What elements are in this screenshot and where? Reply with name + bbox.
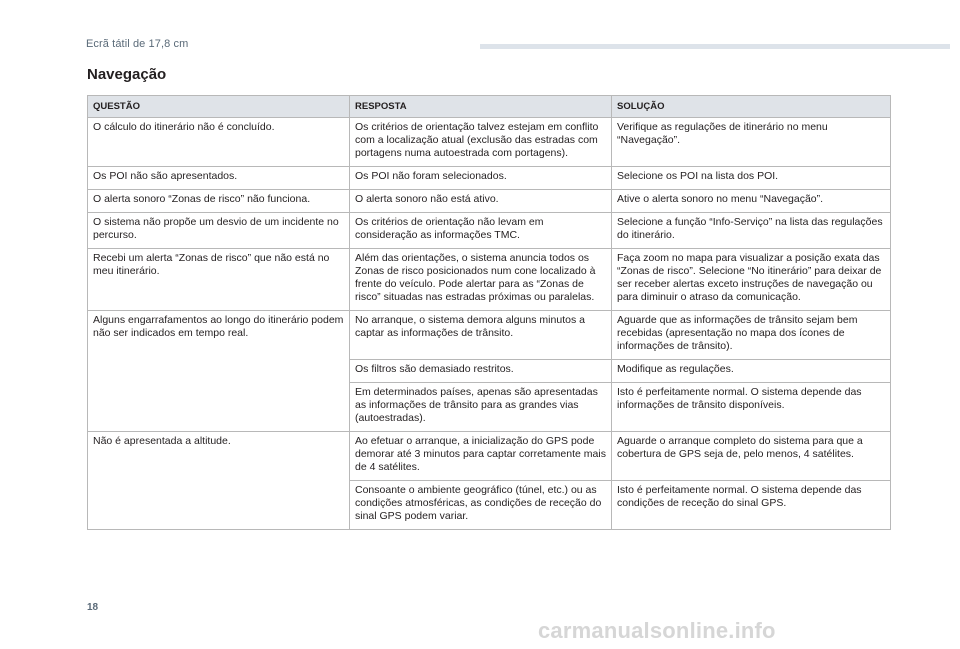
response-cell: O alerta sonoro não está ativo. xyxy=(350,190,612,213)
table-row xyxy=(88,167,891,190)
solution-cell: Verifique as regulações de itinerário no menu “Navegação”. xyxy=(612,118,891,167)
table-row xyxy=(88,249,891,311)
solution-cell: Isto é perfeitamente normal. O sistema depende das informações de trânsito disponíveis. xyxy=(612,383,891,432)
watermark-text: carmanualsonline.info xyxy=(538,618,776,643)
page-number: 18 xyxy=(87,602,99,613)
running-header: Ecrã tátil de 17,8 cm xyxy=(86,38,189,50)
question-cell: Alguns engarrafamentos ao longo do itinerário podem não ser indicados em tempo real. xyxy=(88,311,350,432)
question-cell: O cálculo do itinerário não é concluído. xyxy=(88,118,350,167)
question-cell: O sistema não propõe um desvio de um incidente no percurso. xyxy=(88,213,350,249)
solution-cell: Aguarde que as informações de trânsito sejam bem recebidas (apresentação no mapa dos ícones de informações de trânsito). xyxy=(612,311,891,360)
solution-cell: Selecione a função “Info-Serviço” na lista das regulações do itinerário. xyxy=(612,213,891,249)
solution-cell: Faça zoom no mapa para visualizar a posição exata das “Zonas de risco”. Selecione “No itinerário” para deixar de ser receber alertas exceto instruções de navegação ou para diminuir o atraso da comunicação. xyxy=(612,249,891,311)
table-row xyxy=(88,190,891,213)
solution-cell: Isto é perfeitamente normal. O sistema depende das condições de receção do sinal GPS. xyxy=(612,481,891,530)
response-cell: Ao efetuar o arranque, a inicialização do GPS pode demorar até 3 minutos para captar corretamente mais de 4 satélites. xyxy=(350,432,612,481)
table-row xyxy=(88,432,891,481)
table-row xyxy=(88,213,891,249)
header-rule xyxy=(480,44,950,49)
response-cell: Os filtros são demasiado restritos. xyxy=(350,360,612,383)
header-solution: SOLUÇÃO xyxy=(612,96,891,118)
response-cell: Além das orientações, o sistema anuncia todos os Zonas de risco posicionados num cone localizado à frente do veículo. Pode alertar para as “Zonas de risco” situadas nas estradas próximas ou paralelas. xyxy=(350,249,612,311)
response-cell: Os critérios de orientação talvez estejam em conflito com a localização atual (exclusão das estradas com portagens numa autoestrada com portagens). xyxy=(350,118,612,167)
table-header-row xyxy=(88,96,891,118)
solution-cell: Modifique as regulações. xyxy=(612,360,891,383)
response-cell: Consoante o ambiente geográfico (túnel, etc.) ou as condições atmosféricas, as condições de receção do sinal GPS podem variar. xyxy=(350,481,612,530)
response-cell: Em determinados países, apenas são apresentadas as informações de trânsito para as grandes vias (autoestradas). xyxy=(350,383,612,432)
troubleshooting-table xyxy=(87,95,891,530)
question-cell: Não é apresentada a altitude. xyxy=(88,432,350,530)
solution-cell: Selecione os POI na lista dos POI. xyxy=(612,167,891,190)
section-title: Navegação xyxy=(87,66,167,83)
table-row xyxy=(88,311,891,360)
response-cell: No arranque, o sistema demora alguns minutos a captar as informações de trânsito. xyxy=(350,311,612,360)
question-cell: Os POI não são apresentados. xyxy=(88,167,350,190)
table-row xyxy=(88,118,891,167)
question-cell: Recebi um alerta “Zonas de risco” que não está no meu itinerário. xyxy=(88,249,350,311)
solution-cell: Ative o alerta sonoro no menu “Navegação”. xyxy=(612,190,891,213)
question-cell: O alerta sonoro “Zonas de risco” não funciona. xyxy=(88,190,350,213)
header-response: RESPOSTA xyxy=(350,96,612,118)
header-question: QUESTÃO xyxy=(88,96,350,118)
response-cell: Os POI não foram selecionados. xyxy=(350,167,612,190)
response-cell: Os critérios de orientação não levam em consideração as informações TMC. xyxy=(350,213,612,249)
solution-cell: Aguarde o arranque completo do sistema para que a cobertura de GPS seja de, pelo menos, 4 satélites. xyxy=(612,432,891,481)
